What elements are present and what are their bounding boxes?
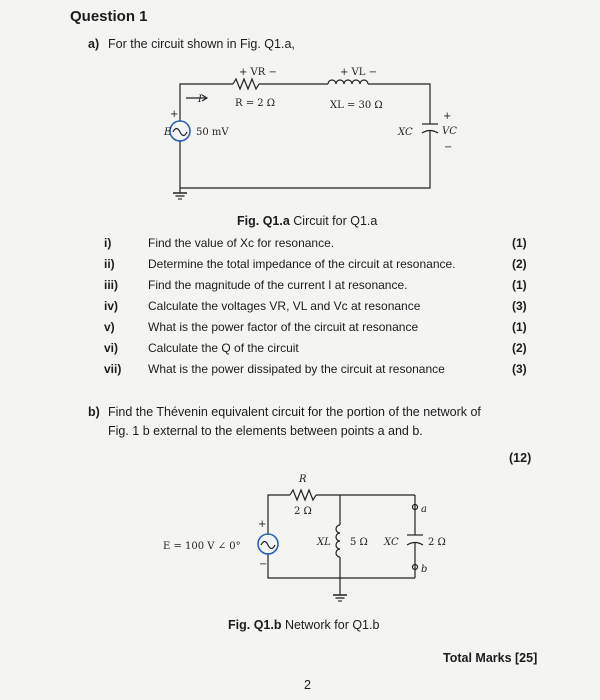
wire-bottom (268, 553, 415, 578)
vc-label: VC (442, 126, 457, 137)
figure-q1b-network (0, 455, 600, 620)
question-marks: (2) (512, 257, 527, 271)
question-title: Question 1 (70, 8, 148, 25)
ac-wave (173, 129, 187, 136)
part-b-line1: Find the Thévenin equivalent circuit for the portion of the network of (108, 405, 481, 419)
question-marks: (2) (512, 341, 527, 355)
xl-label: XL = 30 Ω (330, 100, 383, 111)
source-e-label: E (164, 127, 172, 138)
wire-bottom (180, 131, 430, 188)
fig-q1a-caption (237, 214, 377, 228)
inductor-xl (336, 525, 340, 557)
current-label: I (198, 94, 202, 105)
source-minus: − (259, 559, 268, 570)
part-a-intro: For the circuit shown in Fig. Q1.a, (108, 37, 295, 51)
question-text: What is the power dissipated by the circuit at resonance (148, 362, 445, 376)
question-marks: (1) (512, 320, 527, 334)
r-label: R (299, 474, 307, 485)
question-number: vii) (104, 362, 122, 376)
total-marks: Total Marks [25] (443, 651, 538, 665)
question-number: ii) (104, 257, 115, 271)
part-b-label: b) (88, 405, 100, 419)
question-text: Find the value of Xc for resonance. (148, 236, 335, 250)
question-row (0, 320, 600, 340)
wire-left-top (268, 495, 290, 535)
fig-q1b-caption (228, 618, 379, 632)
vr-label: + VR − (239, 67, 277, 78)
xc-value: 2 Ω (428, 537, 446, 548)
question-number: iv) (104, 299, 119, 313)
inductor-xl (328, 80, 368, 84)
ac-wave (261, 542, 275, 549)
question-text: Find the magnitude of the current I at resonance. (148, 278, 408, 292)
vl-label: + VL − (340, 67, 377, 78)
vc-plus: + (443, 111, 452, 122)
question-number: i) (104, 236, 112, 250)
r-label: R = 2 Ω (235, 98, 276, 109)
question-marks: (1) (512, 278, 527, 292)
source-plus: + (170, 109, 179, 120)
resistor-r (233, 79, 259, 89)
question-row (0, 236, 600, 256)
a-label: a (421, 504, 427, 515)
question-number: iii) (104, 278, 118, 292)
question-row (0, 341, 600, 361)
page-number: 2 (304, 678, 311, 692)
xc-label: XC (384, 537, 399, 548)
figure-q1a-circuit (0, 0, 600, 240)
source-e-label: E = 100 V ∠ 0° (163, 541, 241, 552)
part-b-marks: (12) (509, 451, 532, 465)
wire-top-left (180, 84, 233, 122)
question-number: v) (104, 320, 115, 334)
question-marks: (3) (512, 299, 527, 313)
question-marks: (3) (512, 362, 527, 376)
question-text: Calculate the voltages VR, VL and Vc at resonance (148, 299, 421, 313)
fig-q1a-caption-rest: Circuit for Q1.a (289, 214, 378, 228)
source-value: 50 mV (196, 127, 229, 138)
question-row (0, 362, 600, 382)
fig-q1b-caption-rest: Network for Q1.b (281, 618, 380, 632)
question-number: vi) (104, 341, 119, 355)
fig-q1a-caption-bold: Fig. Q1.a (237, 214, 290, 228)
part-a-label: a) (88, 37, 100, 51)
xl-label: XL (317, 537, 331, 548)
question-row (0, 299, 600, 319)
b-label: b (421, 564, 428, 575)
question-row (0, 257, 600, 277)
part-b-line2: Fig. 1 b external to the elements between points a and b. (108, 424, 423, 438)
xl-value: 5 Ω (350, 537, 368, 548)
resistor-r (290, 490, 316, 500)
question-text: Calculate the Q of the circuit (148, 341, 299, 355)
question-text: Determine the total impedance of the circuit at resonance. (148, 257, 456, 271)
xc-label: XC (398, 127, 413, 138)
r-value: 2 Ω (294, 506, 312, 517)
vc-minus: − (444, 142, 453, 153)
question-marks: (1) (512, 236, 527, 250)
question-row (0, 278, 600, 298)
fig-q1b-caption-bold: Fig. Q1.b (228, 618, 282, 632)
source-plus: + (258, 519, 267, 530)
question-text: What is the power factor of the circuit at resonance (148, 320, 419, 334)
